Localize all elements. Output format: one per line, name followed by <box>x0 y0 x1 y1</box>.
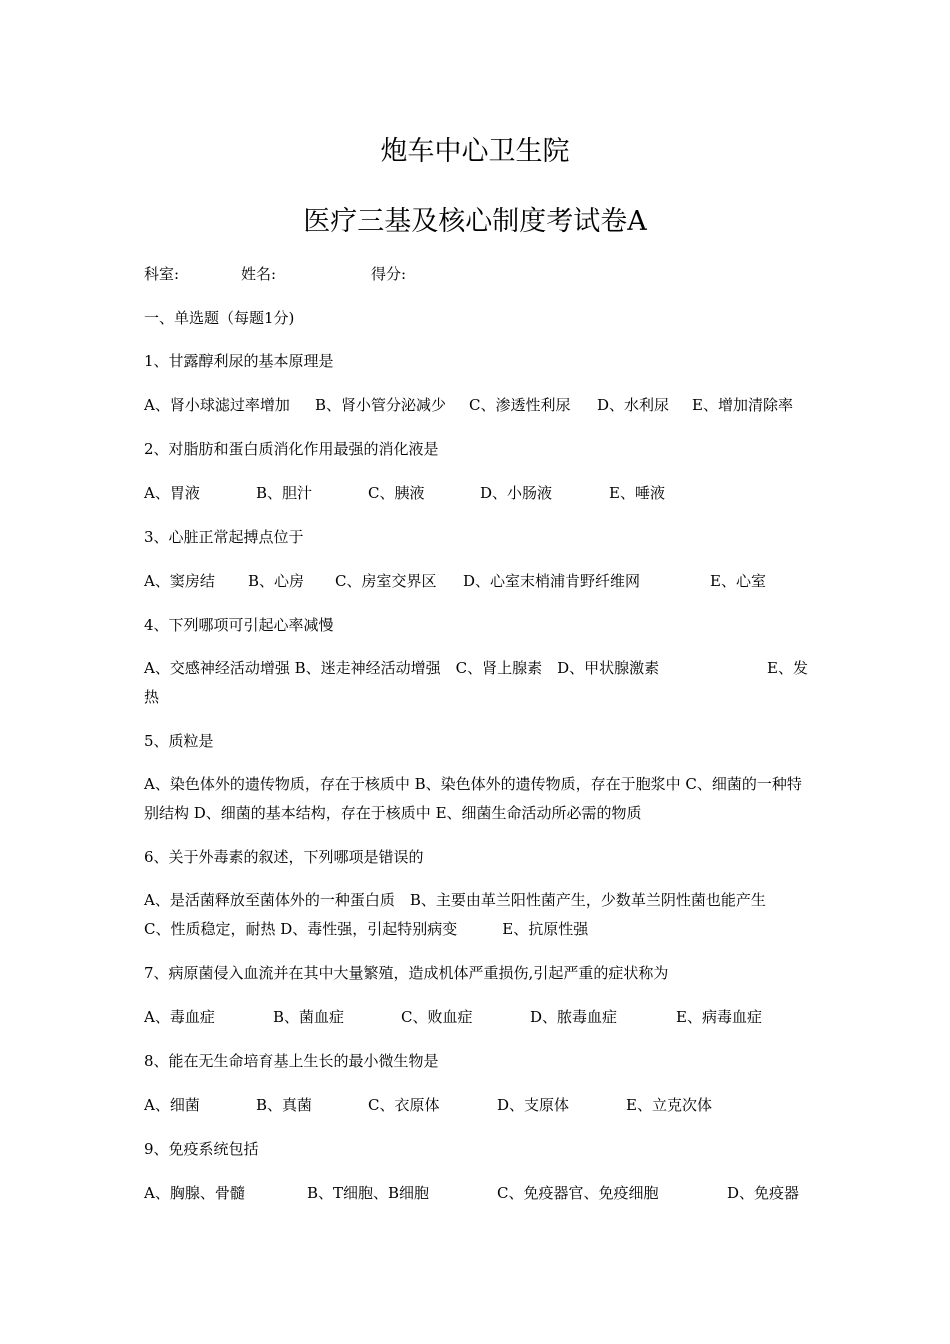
option-c: C、房室交界区 <box>335 572 437 590</box>
option-a: A、胃液 <box>144 484 200 502</box>
section-title: 一、单选题（每题1分) <box>144 309 295 327</box>
dept-label: 科室: <box>144 265 180 283</box>
option-4-line2: 热 <box>144 688 160 706</box>
option-d: D、小肠液 <box>480 484 553 502</box>
option-e: E、唾液 <box>609 484 665 502</box>
option-e: E、心室 <box>710 572 766 590</box>
question-5: 5、质粒是 <box>144 732 214 750</box>
option-b: B、真菌 <box>256 1096 313 1114</box>
option-e: E、立克次体 <box>626 1096 712 1114</box>
options-5: A、染色体外的遗传物质，存在于核质中 B、染色体外的遗传物质，存在于胞浆中 C、细菌的一种特别结构 D、细菌的基本结构，存在于核质中 E、细菌生命活动所必需的物质 <box>144 775 802 822</box>
question-6: 6、关于外毒素的叙述，下列哪项是错误的 <box>144 848 424 866</box>
options-8 <box>144 1094 824 1116</box>
option-d: D、水利尿 <box>597 396 670 414</box>
option-e: E、病毒血症 <box>676 1008 762 1026</box>
option-d: D、心室末梢浦肯野纤维网 <box>463 572 641 590</box>
option-b: B、心房 <box>248 572 305 590</box>
option-b: B、菌血症 <box>273 1008 345 1026</box>
option-c: C、衣原体 <box>368 1096 440 1114</box>
option-4-tail: E、发 <box>767 659 808 677</box>
option-d: D、脓毒血症 <box>530 1008 618 1026</box>
exam-title: 医疗三基及核心制度考试卷A <box>303 206 647 237</box>
option-b: B、T细胞、B细胞 <box>307 1184 430 1202</box>
options-1 <box>144 394 824 416</box>
hospital-name: 炮车中心卫生院 <box>380 136 570 167</box>
option-4-line1: A、交感神经活动增强 B、迷走神经活动增强 C、肾上腺素 D、甲状腺激素 <box>144 659 660 677</box>
option-d: D、支原体 <box>497 1096 570 1114</box>
name-label: 姓名: <box>241 265 277 283</box>
question-2: 2、对脂肪和蛋白质消化作用最强的消化液是 <box>144 440 439 458</box>
options-4 <box>144 654 808 712</box>
option-d: D、免疫器 <box>727 1184 800 1202</box>
options-3 <box>144 570 824 592</box>
score-label: 得分: <box>371 265 407 283</box>
option-a: A、胸腺、骨髓 <box>144 1184 245 1202</box>
options-7 <box>144 1006 824 1028</box>
option-a: A、毒血症 <box>144 1008 215 1026</box>
options-2 <box>144 482 824 504</box>
option-e: E、增加清除率 <box>692 396 793 414</box>
question-4: 4、下列哪项可引起心率减慢 <box>144 616 334 634</box>
question-8: 8、能在无生命培育基上生长的最小微生物是 <box>144 1052 439 1070</box>
option-c: C、胰液 <box>368 484 425 502</box>
option-c: C、败血症 <box>401 1008 473 1026</box>
option-a: A、窦房结 <box>144 572 215 590</box>
option-a: A、肾小球滤过率增加 <box>144 396 290 414</box>
option-b: B、肾小管分泌减少 <box>315 396 447 414</box>
option-c: C、渗透性利尿 <box>469 396 571 414</box>
option-b: B、胆汁 <box>256 484 313 502</box>
option-a: A、细菌 <box>144 1096 200 1114</box>
question-9: 9、免疫系统包括 <box>144 1140 259 1158</box>
options-6: A、是活菌释放至菌体外的一种蛋白质 B、主要由革兰阳性菌产生，少数革兰阴性菌也能产生 C、性质稳定，耐热 D、毒性强，引起特别病变 E、抗原性强 <box>144 891 786 938</box>
option-c: C、免疫器官、免疫细胞 <box>497 1184 659 1202</box>
options-9 <box>144 1182 824 1204</box>
question-7: 7、病原菌侵入血流并在其中大量繁殖，造成机体严重损伤,引起严重的症状称为 <box>144 964 669 982</box>
question-3: 3、心脏正常起搏点位于 <box>144 528 304 546</box>
question-1: 1、甘露醇利尿的基本原理是 <box>144 352 334 370</box>
